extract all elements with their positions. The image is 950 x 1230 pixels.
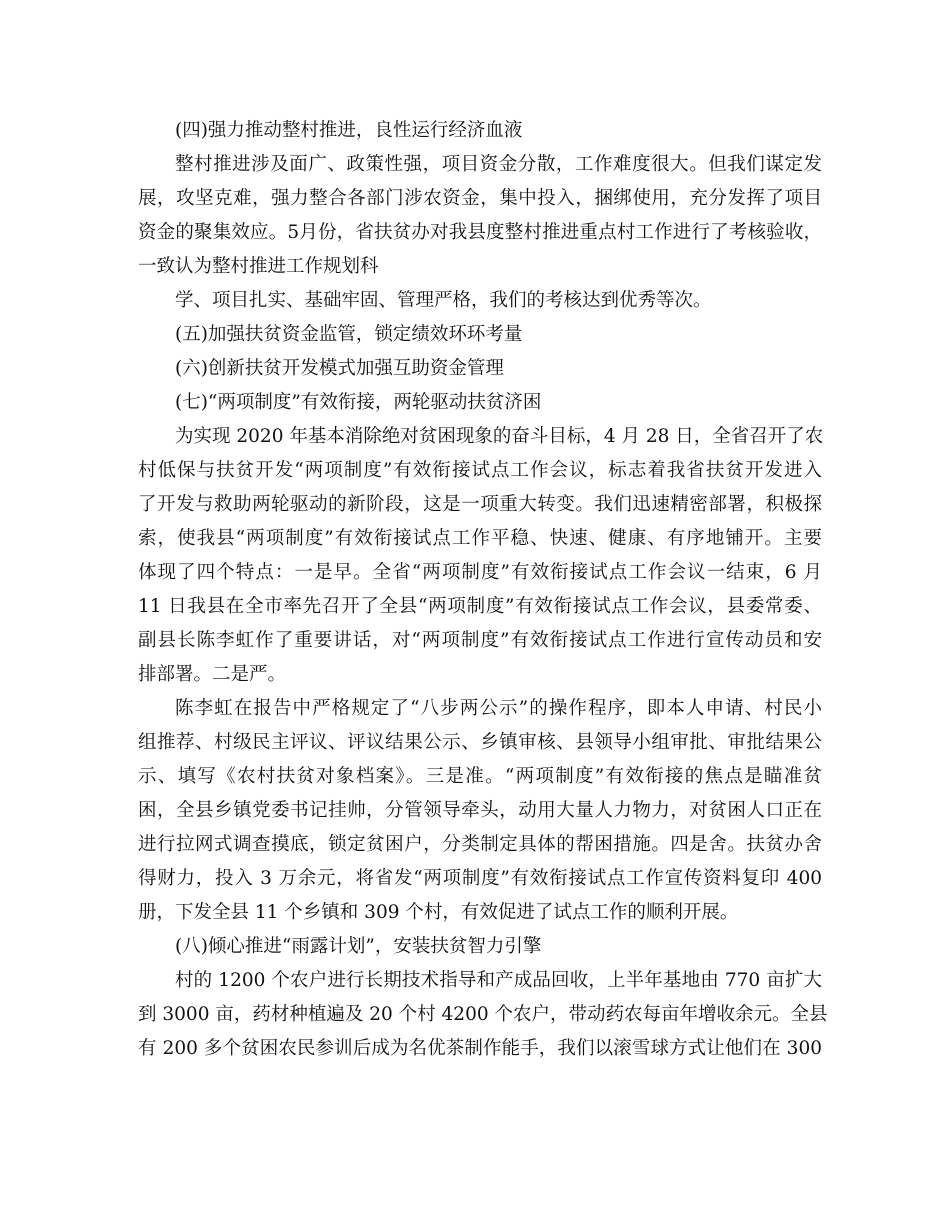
text-line: 11 日我县在全市率先召开了全县“两项制度”有效衔接试点工作会议，县委常委、 bbox=[138, 596, 822, 617]
document-body bbox=[138, 114, 828, 1066]
body-paragraph bbox=[138, 284, 822, 318]
text-line: 展，攻坚克难，强力整合各部门涉农资金，集中投入，捆绑使用，充分发挥了项目 bbox=[138, 188, 822, 209]
text-line: 体现了四个特点：一是早。全省“两项制度”有效衔接试点工作会议一结束，6 月 bbox=[138, 562, 822, 583]
text-line: 困，全县乡镇党委书记挂帅，分管领导牵头，动用大量人力物力，对贫困人口正在 bbox=[138, 800, 822, 821]
text-line: 陈李虹在报告中严格规定了“八步两公示”的操作程序，即本人申请、村民小 bbox=[175, 698, 822, 719]
text-line: 整村推进涉及面广、政策性强，项目资金分散，工作难度很大。但我们谋定发 bbox=[175, 154, 822, 175]
text-line: 村的 1200 个农户进行长期技术指导和产成品回收，上半年基地由 770 亩扩大 bbox=[175, 970, 822, 991]
section-heading bbox=[138, 318, 822, 352]
body-paragraph bbox=[138, 420, 822, 692]
text-line: 副县长陈李虹作了重要讲话，对“两项制度”有效衔接试点工作进行宣传动员和安 bbox=[138, 630, 822, 651]
text-line: 排部署。二是严。 bbox=[138, 664, 287, 685]
text-line: 村低保与扶贫开发“两项制度”有效衔接试点工作会议，标志着我省扶贫开发进入 bbox=[138, 460, 822, 481]
text-line: 资金的聚集效应。5月份，省扶贫办对我县度整村推进重点村工作进行了考核验收， bbox=[138, 222, 822, 243]
section-heading bbox=[138, 114, 822, 148]
text-line: 有 200 多个贫困农民参训后成为名优茶制作能手，我们以滚雪球方式让他们在 300 bbox=[138, 1038, 822, 1059]
section-heading bbox=[138, 352, 822, 386]
text-line: (八)倾心推进“雨露计划”，安装扶贫智力引擎 bbox=[175, 936, 542, 957]
text-line: (五)加强扶贫资金监管，锁定绩效环环考量 bbox=[175, 324, 523, 345]
text-line: 组推荐、村级民主评议、评议结果公示、乡镇审核、县领导小组审批、审批结果公 bbox=[138, 732, 822, 753]
text-line: 到 3000 亩，药材种植遍及 20 个村 4200 个农户，带动药农每亩年增收余元。全县 bbox=[138, 1004, 828, 1025]
text-line: 册，下发全县 11 个乡镇和 309 个村，有效促进了试点工作的顺利开展。 bbox=[138, 902, 739, 923]
section-heading bbox=[138, 930, 822, 964]
section-heading bbox=[138, 386, 822, 420]
text-line: (七)“两项制度”有效衔接，两轮驱动扶贫济困 bbox=[175, 392, 542, 413]
text-line: 索，使我县“两项制度”有效衔接试点工作平稳、快速、健康、有序地铺开。主要 bbox=[138, 528, 822, 549]
body-paragraph bbox=[138, 964, 828, 1066]
text-line: 示、填写《农村扶贫对象档案》。三是准。“两项制度”有效衔接的焦点是瞄准贫 bbox=[138, 766, 822, 787]
text-line: (四)强力推动整村推进，良性运行经济血液 bbox=[175, 120, 523, 141]
text-line: 得财力，投入 3 万余元，将省发“两项制度”有效衔接试点工作宣传资料复印 400 bbox=[138, 868, 822, 889]
text-line: 进行拉网式调查摸底，锁定贫困户，分类制定具体的帮困措施。四是舍。扶贫办舍 bbox=[138, 834, 822, 855]
text-line: 为实现 2020 年基本消除绝对贫困现象的奋斗目标，4 月 28 日，全省召开了农 bbox=[175, 426, 824, 447]
body-paragraph bbox=[138, 692, 822, 930]
text-line: 学、项目扎实、基础牢固、管理严格，我们的考核达到优秀等次。 bbox=[175, 290, 712, 311]
text-line: (六)创新扶贫开发模式加强互助资金管理 bbox=[175, 358, 504, 379]
text-line: 了开发与救助两轮驱动的新阶段，这是一项重大转变。我们迅速精密部署，积极探 bbox=[138, 494, 822, 515]
text-line: 一致认为整村推进工作规划科 bbox=[138, 256, 379, 277]
body-paragraph bbox=[138, 148, 822, 284]
